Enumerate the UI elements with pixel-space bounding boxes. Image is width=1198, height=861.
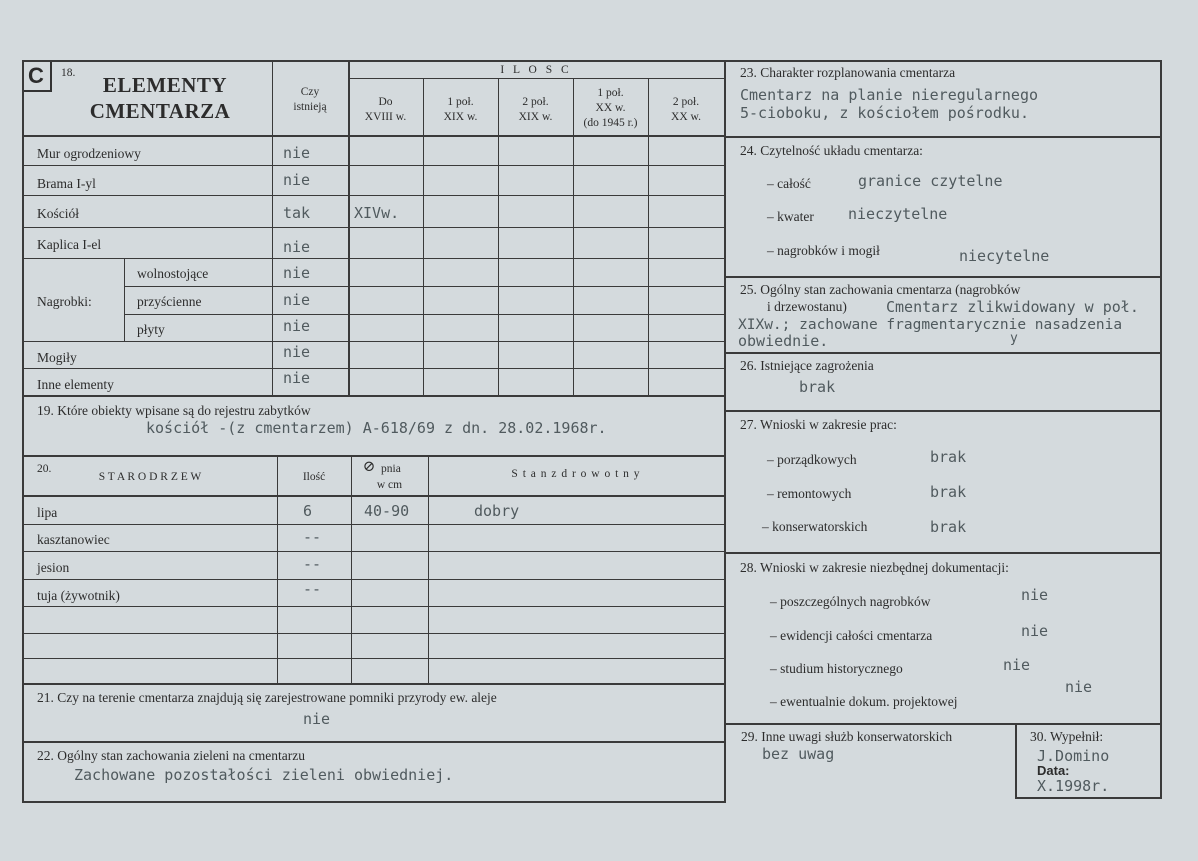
period-3-l1: 2 poł. <box>522 96 549 108</box>
sec18-row-label: Brama I-yl <box>37 176 96 191</box>
tree-ilosc: 6 <box>303 502 313 520</box>
tree-name: tuja (żywotnik) <box>37 588 120 603</box>
pnia-l1: pnia <box>381 463 401 475</box>
sec18-row-czy: nie <box>283 317 311 335</box>
grid-line <box>22 341 724 342</box>
period-3-l2: XIX w. <box>518 111 553 123</box>
sec18-row-label: Kościół <box>37 206 79 221</box>
grid-line <box>726 410 1162 412</box>
grid-line <box>726 276 1162 278</box>
sec23-label: 23. Charakter rozplanowania cmentarza <box>740 65 956 80</box>
grid-line <box>22 258 724 259</box>
sec23-value-line1: Cmentarz na planie nieregularnego <box>740 86 1039 104</box>
sec30-data-label: Data: <box>1037 763 1070 778</box>
tree-name: jesion <box>37 560 70 575</box>
grid-line <box>22 165 724 166</box>
period-5-l2: XX w. <box>671 111 701 123</box>
period-1-l1: Do <box>378 96 393 108</box>
sec18-title-line2: CMENTARZA <box>89 99 231 123</box>
nagrobki-label: Nagrobki: <box>37 294 92 309</box>
sec30-date: X.1998r. <box>1037 777 1110 795</box>
grid-line <box>498 78 499 396</box>
sec18-row-czy: nie <box>283 343 311 361</box>
grid-line <box>22 395 724 397</box>
sec26-value: brak <box>799 378 836 396</box>
grid-line <box>573 78 574 396</box>
sec18-czy-h2: istnieją <box>293 101 327 113</box>
grid-line <box>22 658 724 659</box>
column-divider <box>724 60 726 803</box>
grid-line <box>22 455 724 457</box>
period-2-l2: XIX w. <box>443 111 478 123</box>
sec25-mark: y <box>1010 331 1018 346</box>
sec18-number: 18. <box>61 67 76 79</box>
sec25-value-line2: XIXw.; zachowane fragmentarycznie nasadzenia <box>738 317 1123 333</box>
sec27-item-label: – porządkowych <box>767 452 857 467</box>
period-1-l2: XVIII w. <box>364 111 407 123</box>
sec30-label: 30. Wypełnił: <box>1030 729 1104 744</box>
period-4-l3: (do 1945 r.) <box>583 117 638 129</box>
sec18-czy-h1: Czy <box>300 86 320 98</box>
sec24-nagrobkow-label: – nagrobków i mogił <box>767 243 880 258</box>
sec24-calosc-label: – całość <box>767 176 811 191</box>
sec24-label: 24. Czytelność układu cmentarza: <box>740 143 923 158</box>
grid-line <box>22 606 724 607</box>
sec23-value-line2: 5-cioboku, z kościołem pośrodku. <box>740 104 1029 122</box>
sec18-row-czy: nie <box>283 291 311 309</box>
sec18-ilosc-header: I L O S C <box>500 64 572 76</box>
period-5-l1: 2 poł. <box>672 96 700 108</box>
pnia-l2: w cm <box>376 479 403 491</box>
sec28-label: 28. Wnioski w zakresie niezbędnej dokumentacji: <box>740 560 1009 575</box>
frame-left <box>22 60 24 803</box>
sec30-name: J.Domino <box>1037 747 1110 765</box>
sec18-row-czy: nie <box>283 369 311 387</box>
sec29-value: bez uwag <box>762 745 835 763</box>
grid-line <box>22 551 724 552</box>
sec18-title-line1: ELEMENTY <box>102 73 228 97</box>
tree-ilosc: -- <box>303 555 322 573</box>
sec18-row-label: wolnostojące <box>137 266 209 281</box>
sec27-item-label: – konserwatorskich <box>762 519 868 534</box>
grid-line <box>1015 723 1017 799</box>
period-2-l1: 1 poł. <box>447 96 474 108</box>
sec28-item-value: nie <box>1003 656 1031 674</box>
tree-stan: dobry <box>474 502 520 520</box>
sec25-label-line1: 25. Ogólny stan zachowania cmentarza (nagrobków <box>740 282 1021 297</box>
sec18-row-label: płyty <box>137 322 165 337</box>
grid-line <box>124 314 724 315</box>
grid-line <box>22 741 724 743</box>
grid-line <box>22 135 724 137</box>
tree-name: lipa <box>37 505 58 520</box>
sec28-item-value: nie <box>1065 678 1093 696</box>
sec21-value: nie <box>303 710 331 728</box>
sec29-label: 29. Inne uwagi służb konserwatorskich <box>741 729 953 744</box>
tree-ilosc: -- <box>303 580 322 598</box>
grid-line <box>22 495 724 497</box>
grid-line <box>648 78 649 396</box>
sec18-row-label: Inne elementy <box>37 377 114 392</box>
frame-bottom-left <box>22 801 726 803</box>
sec28-item-value: nie <box>1021 622 1049 640</box>
sec18-row-label: przyścienne <box>137 294 202 309</box>
sec27-item-value: brak <box>930 483 967 501</box>
sec24-kwater-value: nieczytelne <box>848 205 948 223</box>
sec18-row-czy: tak <box>283 204 311 222</box>
sec27-label: 27. Wnioski w zakresie prac: <box>740 417 897 432</box>
tree-pnia: 40-90 <box>364 502 410 520</box>
sec18-row-label: Kaplica I-el <box>37 237 102 252</box>
sec28-item-label: – poszczególnych nagrobków <box>770 594 931 609</box>
sec24-kwater-label: – kwater <box>767 209 814 224</box>
grid-line <box>726 352 1162 354</box>
sec28-item-value: nie <box>1021 586 1049 604</box>
sec25-value-line3: obwiednie. <box>738 332 829 350</box>
tree-name: kasztanowiec <box>37 532 110 547</box>
grid-line <box>22 524 724 525</box>
sec20-ilosc-header: Ilość <box>302 471 326 483</box>
sec20-number: 20. <box>37 463 52 475</box>
grid-line <box>22 683 724 685</box>
sec19-label: 19. Które obiekty wpisane są do rejestru zabytków <box>37 403 311 418</box>
tree-ilosc: -- <box>303 528 322 546</box>
sec24-nagrobkow-value: niecytelne <box>959 247 1050 265</box>
frame-bottom-right <box>1015 797 1162 799</box>
sec28-item-label: – ewentualnie dokum. projektowej <box>770 694 958 709</box>
sec18-row-period: XIVw. <box>354 204 400 222</box>
corner-letter: C <box>28 63 44 88</box>
sec24-calosc-value: granice czytelne <box>858 172 1003 190</box>
sec28-item-label: – ewidencji całości cmentarza <box>770 628 933 643</box>
sec22-label: 22. Ogólny stan zachowania zieleni na cmentarzu <box>37 748 306 763</box>
grid-line <box>277 457 278 683</box>
grid-line <box>22 227 724 228</box>
grid-line <box>22 195 724 196</box>
sec18-row-czy: nie <box>283 264 311 282</box>
sec27-item-value: brak <box>930 518 967 536</box>
sec18-row-czy: nie <box>283 171 311 189</box>
grid-line <box>22 579 724 580</box>
grid-line <box>124 286 724 287</box>
sec18-row-label: Mogiły <box>37 350 77 365</box>
grid-line <box>726 136 1162 138</box>
sec21-label: 21. Czy na terenie cmentarza znajdują się zarejestrowane pomniki przyrody ew. aleje <box>37 690 497 705</box>
pnia-symbol: ⊘ <box>362 459 376 475</box>
sec27-item-value: brak <box>930 448 967 466</box>
sec22-value: Zachowane pozostałości zieleni obwiedniej. <box>74 766 454 784</box>
sec20-stan-header: S t a n z d r o w o t n y <box>511 468 641 480</box>
sec25-value-line1: Cmentarz zlikwidowany w poł. <box>886 298 1139 316</box>
grid-line <box>22 633 724 634</box>
sec18-row-label: Mur ogrodzeniowy <box>37 146 141 161</box>
grid-line <box>726 552 1162 554</box>
grid-line <box>124 258 125 342</box>
sec27-item-label: – remontowych <box>767 486 852 501</box>
grid-line <box>726 723 1162 725</box>
period-4-l1: 1 poł. <box>597 87 624 99</box>
sec19-value: kościół -(z cmentarzem) A-618/69 z dn. 28.02.1968r. <box>146 419 607 437</box>
grid-line <box>423 78 424 396</box>
sec28-item-label: – studium historycznego <box>770 661 903 676</box>
period-4-l2: XX w. <box>595 102 626 114</box>
sec26-label: 26. Istniejące zagrożenia <box>740 358 874 373</box>
frame-right <box>1160 60 1162 798</box>
sec18-row-czy: nie <box>283 238 311 256</box>
sec25-label-line2: i drzewostanu) <box>767 299 847 314</box>
grid-line <box>351 457 352 683</box>
sec20-title: S T A R O D R Z E W <box>98 471 202 483</box>
grid-line <box>348 78 724 79</box>
grid-line <box>348 60 350 396</box>
sec18-row-czy: nie <box>283 144 311 162</box>
grid-line <box>428 457 429 683</box>
grid-line <box>22 368 724 369</box>
grid-line <box>272 60 273 396</box>
